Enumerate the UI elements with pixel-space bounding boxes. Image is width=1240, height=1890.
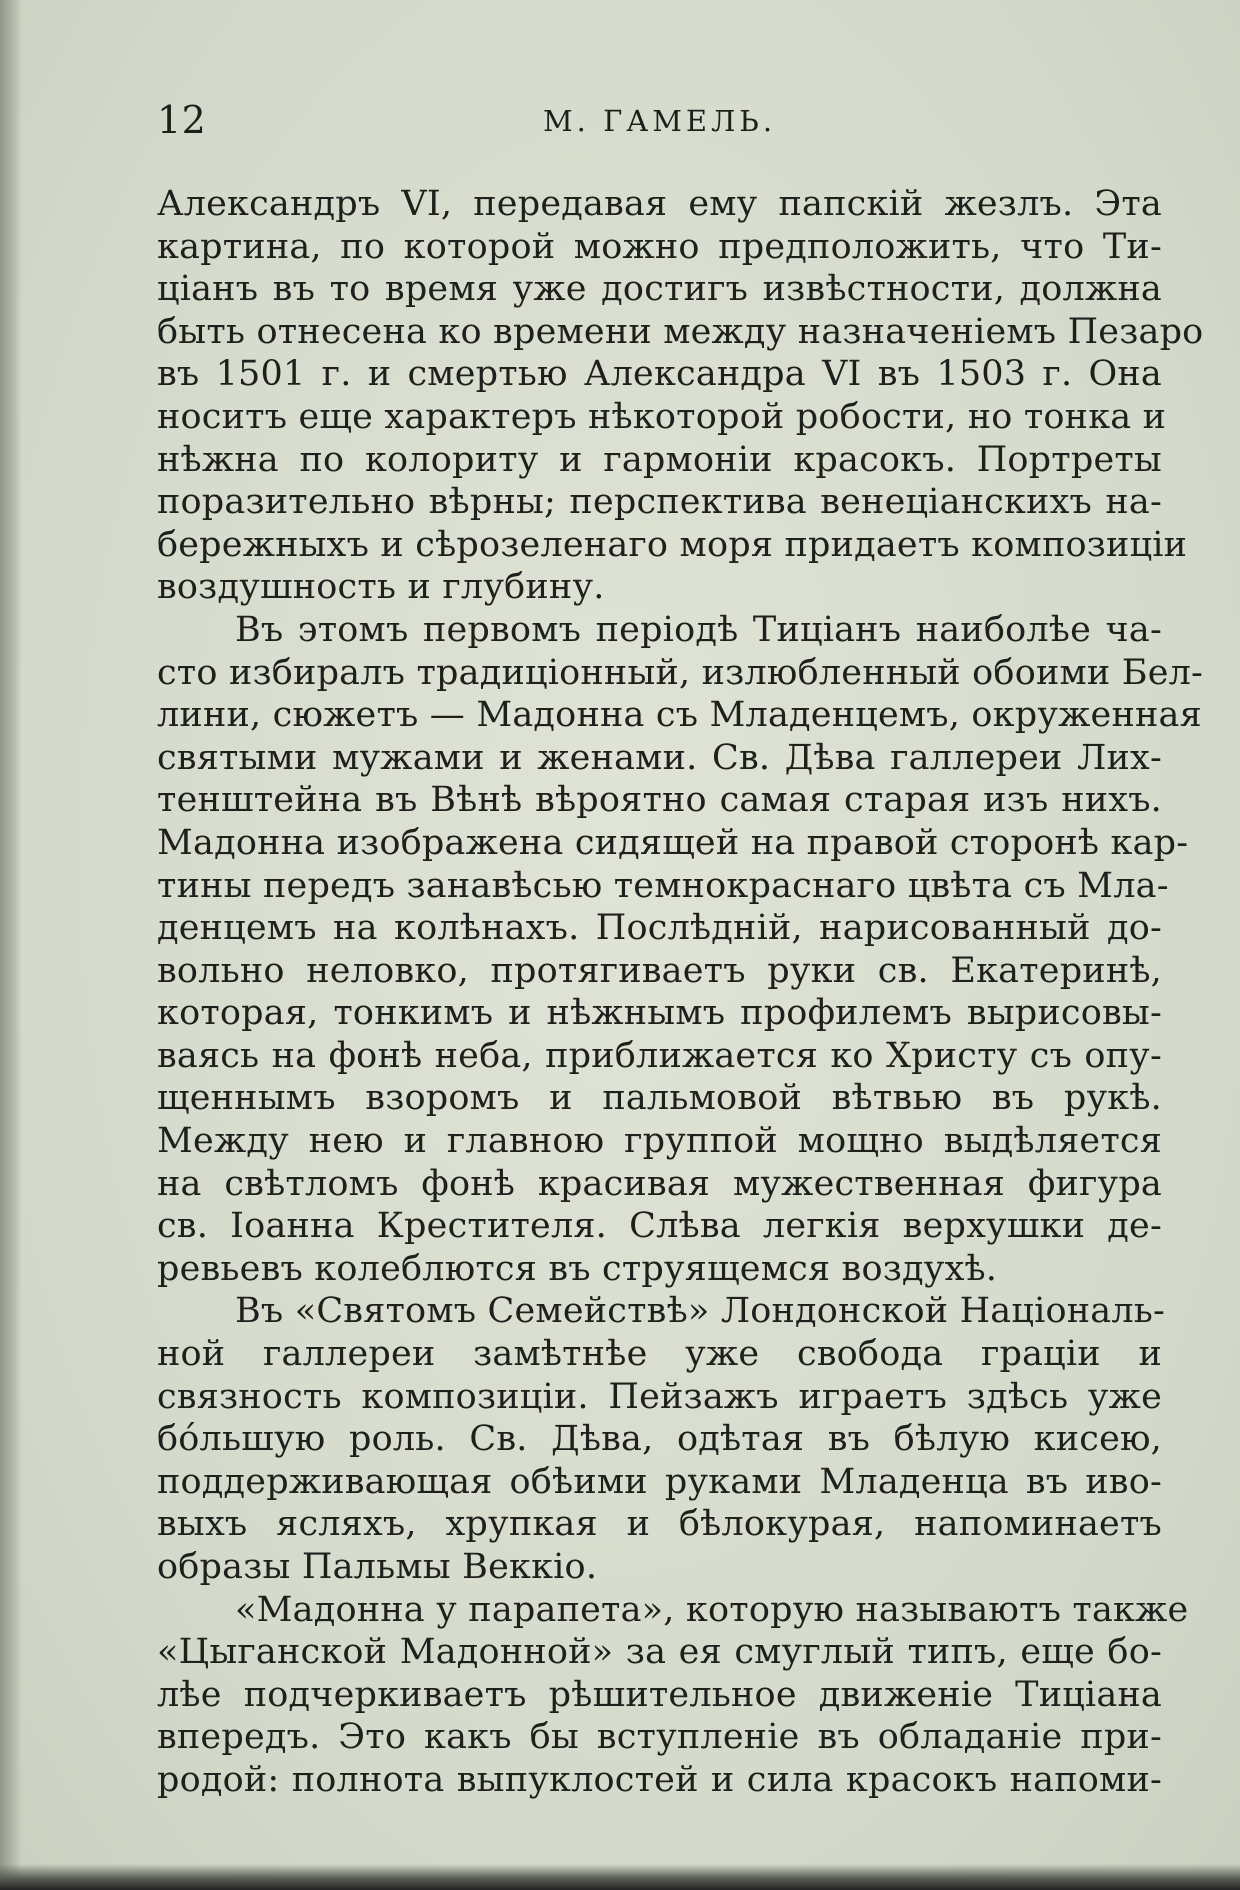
- text-line: бо́льшую роль. Св. Дѣва, одѣтая въ бѣлую кисею,: [157, 1419, 1162, 1460]
- text-line: св. Іоанна Крестителя. Слѣва легкія верхушки де-: [157, 1206, 1162, 1247]
- text-line: ціанъ въ то время уже достигъ извѣстности, должна: [157, 269, 1162, 310]
- text-line: быть отнесена ко времени между назначеніемъ Пезаро: [157, 311, 1204, 352]
- text-line: денцемъ на колѣнахъ. Послѣдній, нарисованный до-: [157, 908, 1162, 949]
- running-head: [157, 98, 1162, 144]
- text-line: картина, по которой можно предположить, что Ти-: [157, 226, 1162, 267]
- text-line: Александръ VI, передавая ему папскій жезлъ. Эта: [157, 184, 1162, 224]
- paragraph: [157, 183, 1204, 609]
- text-line: впередъ. Это какъ бы вступленіе въ обладаніе при-: [157, 1717, 1162, 1758]
- paragraph: [157, 609, 1204, 1291]
- text-line: воздушность и глубину.: [157, 567, 605, 608]
- text-line: ваясь на фонѣ неба, приближается ко Христу съ опу-: [157, 1035, 1162, 1076]
- paragraph: [157, 1290, 1166, 1588]
- text-line: которая, тонкимъ и нѣжнымъ профилемъ вырисовы-: [157, 993, 1162, 1034]
- text-line: святыми мужами и женами. Св. Дѣва галлереи Лих-: [157, 737, 1162, 778]
- page-number: 12: [157, 98, 207, 142]
- text-line: родой: полнота выпуклостей и сила красокъ напоми-: [157, 1759, 1162, 1800]
- text-line: сто избиралъ традиціонный, излюбленный обоими Бел-: [157, 652, 1204, 693]
- text-line: Между нею и главною группой мощно выдѣляется: [157, 1121, 1162, 1162]
- text-line: Мадонна изображена сидящей на правой сторонѣ кар-: [157, 822, 1189, 863]
- text-line: Въ этомъ первомъ періодѣ Тиціанъ наиболѣе ча-: [235, 609, 1162, 650]
- text-line: нѣжна по колориту и гармоніи красокъ. Портреты: [157, 439, 1162, 480]
- running-title: М. ГАМЕЛЬ.: [542, 104, 777, 138]
- text-line: «Мадонна у парапета», которую называютъ также: [235, 1589, 1189, 1630]
- text-line: тенштейна въ Вѣнѣ вѣроятно самая старая изъ нихъ.: [157, 780, 1162, 821]
- text-line: бережныхъ и сѣрозеленаго моря придаетъ композиціи: [157, 524, 1188, 565]
- text-line: на свѣтломъ фонѣ красивая мужественная фигура: [157, 1163, 1162, 1204]
- text-line: выхъ ясляхъ, хрупкая и бѣлокурая, напоминаетъ: [157, 1504, 1162, 1545]
- text-line: лѣе подчеркиваетъ рѣшительное движеніе Тиціана: [157, 1674, 1162, 1715]
- text-line: ной галлереи замѣтнѣе уже свобода граціи и: [157, 1334, 1162, 1375]
- text-line: образы Пальмы Веккіо.: [157, 1547, 598, 1587]
- text-line: щеннымъ взоромъ и пальмовой вѣтвью въ рукѣ.: [157, 1078, 1162, 1119]
- text-line: «Цыганской Мадонной» за ея смуглый типъ, еще бо-: [157, 1632, 1162, 1673]
- text-line: ревьевъ колеблются въ струящемся воздухѣ.: [157, 1248, 998, 1289]
- text-line: въ 1501 г. и смертью Александра VI въ 1503 г. Она: [157, 354, 1162, 395]
- text-line: поразительно вѣрны; перспектива венеціанскихъ на-: [157, 482, 1162, 523]
- text-line: связность композиціи. Пейзажъ играетъ здѣсь уже: [157, 1376, 1162, 1417]
- text-line: носитъ еще характеръ нѣкоторой робости, но тонка и: [157, 396, 1167, 437]
- body-text: [157, 183, 1204, 1802]
- text-line: лини, сюжетъ — Мадонна съ Младенцемъ, окруженная: [157, 695, 1202, 736]
- text-line: поддерживающая обѣими руками Младенца въ иво-: [157, 1461, 1162, 1502]
- text-line: Въ «Святомъ Семействѣ» Лондонской Національ-: [235, 1291, 1166, 1332]
- text-line: вольно неловко, протягиваетъ руки св. Екатеринѣ,: [157, 950, 1162, 991]
- text-line: тины передъ занавѣсью темнокраснаго цвѣта съ Мла-: [157, 865, 1169, 906]
- paragraph: [157, 1589, 1189, 1802]
